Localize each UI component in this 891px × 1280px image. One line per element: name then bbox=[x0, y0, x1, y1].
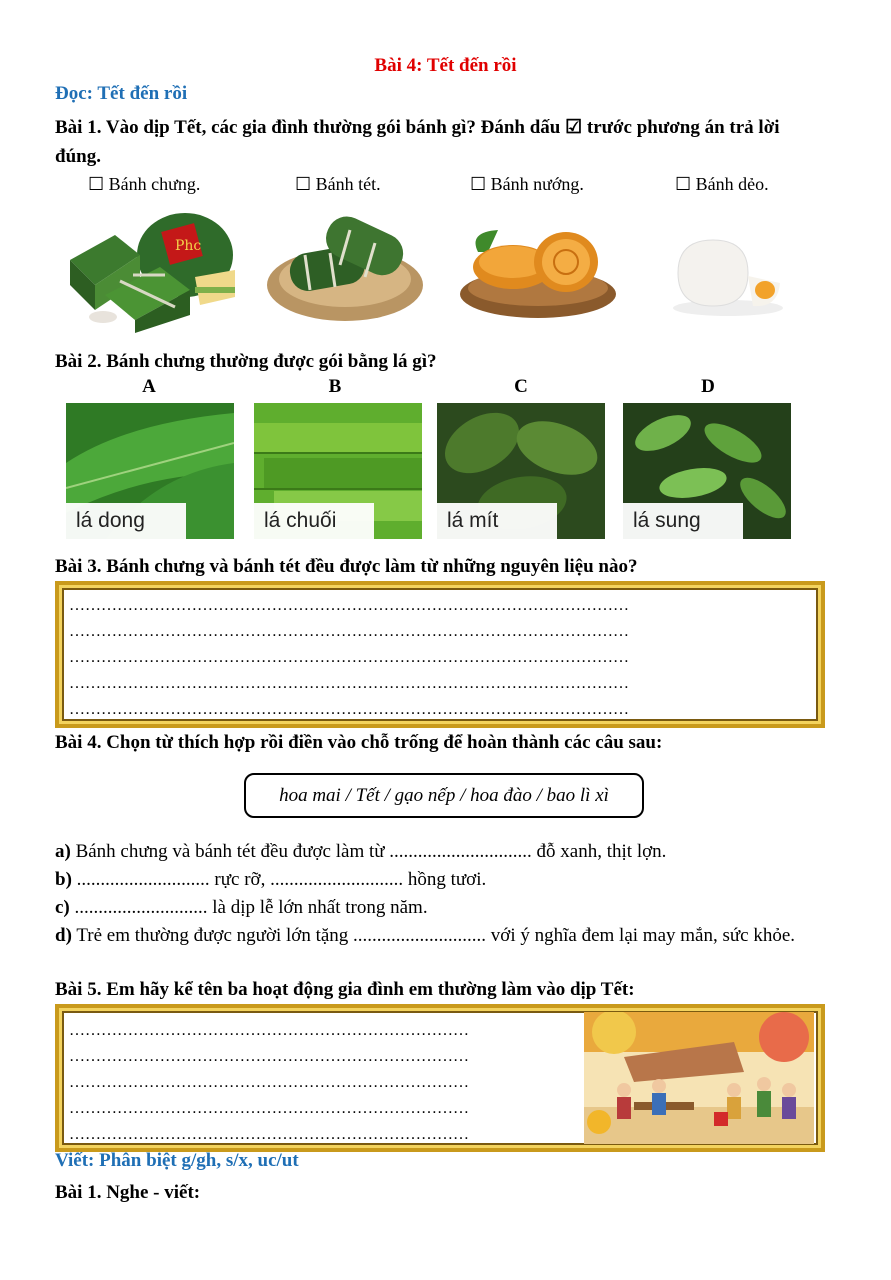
leaf-label-chuoi: lá chuối bbox=[254, 503, 374, 539]
label-c: c) bbox=[55, 897, 70, 918]
sentence-d-text[interactable]: Trẻ em thường được người lớn tặng ............................ với ý nghĩa đem lại may mắn, sức khỏe. bbox=[76, 925, 796, 946]
leaf-mit-card[interactable] bbox=[437, 403, 605, 539]
answer-box-5[interactable] bbox=[55, 1004, 825, 1152]
question-5: Bài 5. Em hãy kể tên ba hoạt động gia đình em thường làm vào dịp Tết: bbox=[55, 979, 635, 1000]
banh-chung-image bbox=[65, 205, 245, 335]
word-bank: hoa mai / Tết / gạo nếp / hoa đào / bao lì xì bbox=[244, 773, 644, 818]
reading-heading: Đọc: Tết đến rồi bbox=[55, 83, 188, 104]
writing-question-1: Bài 1. Nghe - viết: bbox=[55, 1182, 201, 1203]
dotted-line: …………………………………………………………………………………………… bbox=[69, 675, 629, 692]
option-banh-tet[interactable]: ☐ Bánh tét. bbox=[295, 174, 381, 194]
svg-text:Phc: Phc bbox=[175, 238, 202, 254]
dotted-line: ………………………………………………………………… bbox=[69, 1022, 469, 1039]
option-banh-chung[interactable]: ☐ Bánh chưng. bbox=[88, 174, 201, 194]
option-letter-a: A bbox=[142, 376, 156, 397]
leaf-label-mit: lá mít bbox=[437, 503, 557, 539]
option-letter-b: B bbox=[328, 376, 342, 397]
question-3: Bài 3. Bánh chưng và bánh tét đều được làm từ những nguyên liệu nào? bbox=[55, 556, 638, 577]
dotted-line: …………………………………………………………………………………………… bbox=[69, 597, 629, 614]
sentence-a-text[interactable]: Bánh chưng và bánh tét đều được làm từ .............................. đỗ xanh, thịt lợn. bbox=[75, 841, 667, 862]
dotted-line: ………………………………………………………………… bbox=[69, 1074, 469, 1091]
label-b: b) bbox=[55, 869, 72, 890]
option-banh-deo[interactable]: ☐ Bánh dẻo. bbox=[675, 174, 769, 194]
dotted-line: ………………………………………………………………… bbox=[69, 1048, 469, 1065]
leaf-sung-card[interactable] bbox=[623, 403, 791, 539]
dotted-line: …………………………………………………………………………………………… bbox=[69, 649, 629, 666]
sentence-b-text[interactable]: ............................ rực rỡ, ............................ hồng tươi. bbox=[76, 869, 487, 890]
question-1: Bài 1. Vào dịp Tết, các gia đình thường gói bánh gì? Đánh dấu ☑ trước phương án trả lời đúng. bbox=[55, 117, 780, 167]
sentence-d bbox=[55, 922, 830, 950]
banh-nuong-image bbox=[458, 222, 618, 322]
dotted-line: ………………………………………………………………… bbox=[69, 1100, 469, 1117]
sentence-b bbox=[55, 866, 830, 894]
dotted-line: …………………………………………………………………………………………… bbox=[69, 701, 629, 718]
dotted-line: …………………………………………………………………………………………… bbox=[69, 623, 629, 640]
option-letter-d: D bbox=[701, 376, 715, 397]
page-title: Bài 4: Tết đến rồi bbox=[374, 55, 517, 76]
label-a: a) bbox=[55, 841, 71, 862]
dotted-line: ………………………………………………………………… bbox=[69, 1126, 469, 1143]
leaf-label-dong: lá dong bbox=[66, 503, 186, 539]
leaf-label-sung: lá sung bbox=[623, 503, 743, 539]
question-2: Bài 2. Bánh chưng thường được gói bằng lá gì? bbox=[55, 351, 437, 372]
leaf-dong-card[interactable] bbox=[66, 403, 234, 539]
sentence-c-text[interactable]: ............................ là dịp lễ lớn nhất trong năm. bbox=[74, 897, 428, 918]
banh-tet-image bbox=[265, 205, 425, 325]
option-banh-nuong[interactable]: ☐ Bánh nướng. bbox=[470, 174, 584, 194]
label-d: d) bbox=[55, 925, 72, 946]
banh-deo-image bbox=[668, 228, 788, 318]
tet-family-illustration bbox=[584, 1012, 814, 1144]
question-4: Bài 4. Chọn từ thích hợp rồi điền vào chỗ trống để hoàn thành các câu sau: bbox=[55, 732, 663, 753]
option-letter-c: C bbox=[514, 376, 528, 397]
leaf-chuoi-card[interactable] bbox=[254, 403, 422, 539]
sentence-a bbox=[55, 838, 830, 866]
sentence-c bbox=[55, 894, 830, 922]
answer-box-3[interactable] bbox=[55, 581, 825, 728]
writing-heading: Viết: Phân biệt g/gh, s/x, uc/ut bbox=[55, 1150, 299, 1171]
